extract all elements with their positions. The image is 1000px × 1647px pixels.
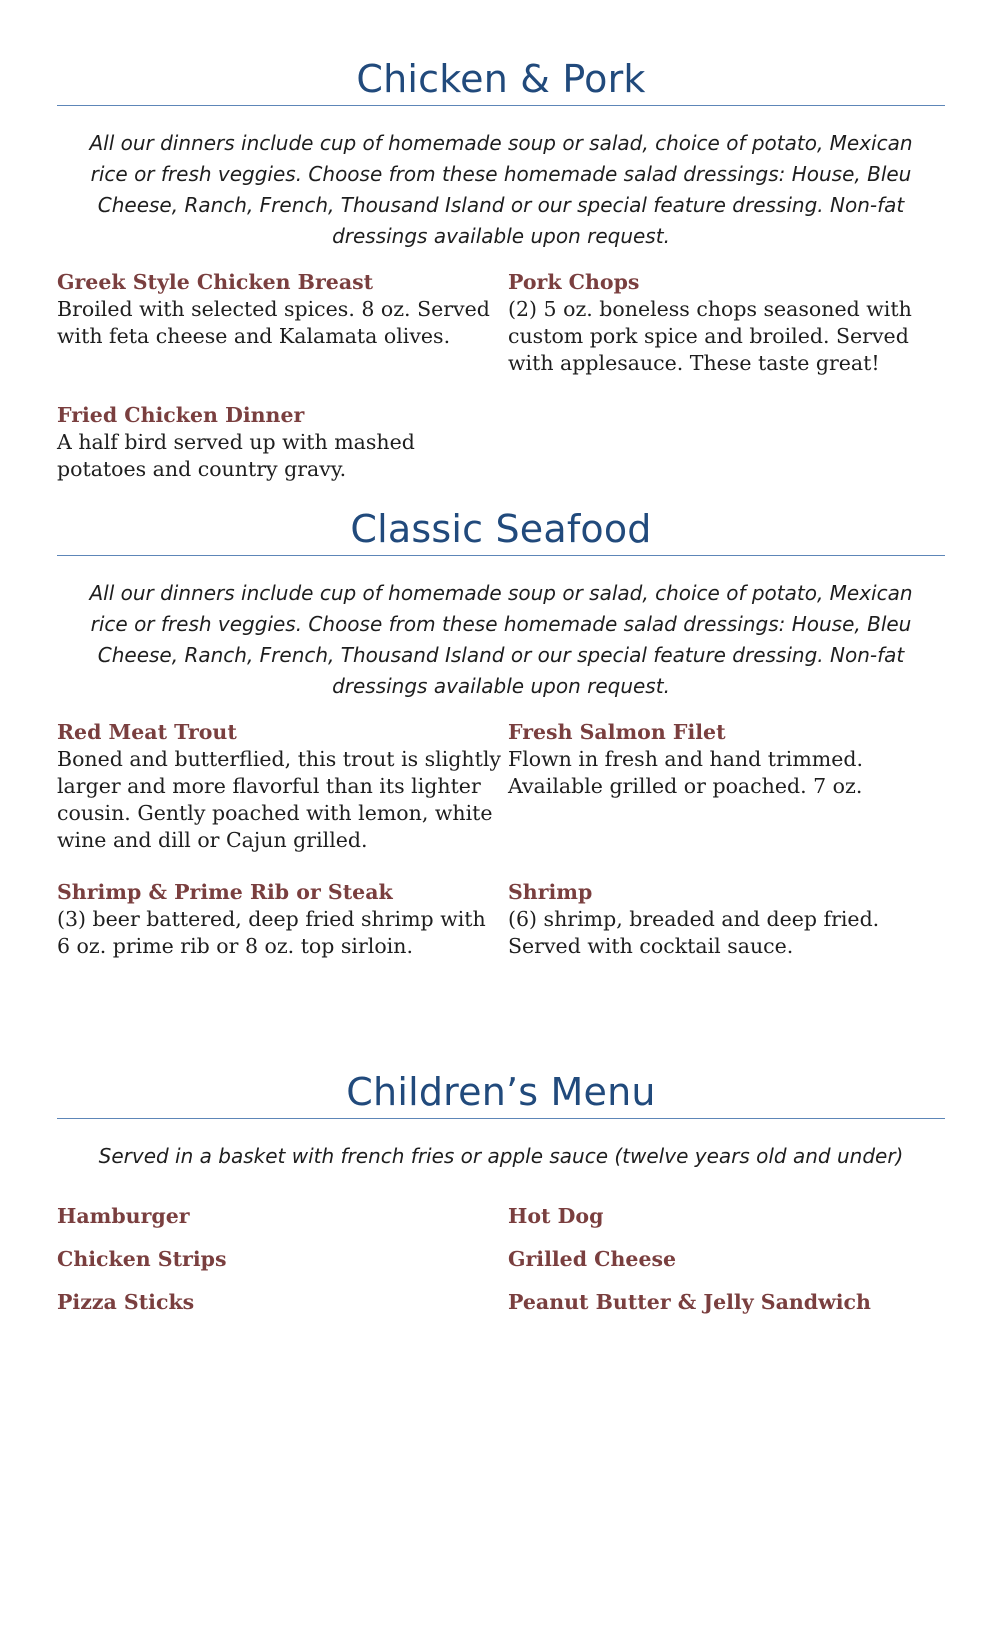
- divider: [57, 105, 945, 106]
- kids-item: Pizza Sticks: [57, 1290, 195, 1314]
- kids-item: Hot Dog: [508, 1204, 604, 1228]
- kids-item: Grilled Cheese: [508, 1247, 677, 1271]
- item-name: Red Meat Trout: [57, 720, 237, 744]
- item-name: Shrimp & Prime Rib or Steak: [57, 880, 393, 904]
- section-children: [57, 1068, 945, 1316]
- section-title: Classic Seafood: [350, 507, 652, 551]
- item-name: Greek Style Chicken Breast: [57, 270, 374, 294]
- menu-item: [508, 268, 945, 377]
- section-title: Children’s Menu: [346, 1070, 656, 1114]
- item-description: Flown in fresh and hand trimmed. Available grilled or poached. 7 oz.: [508, 747, 863, 798]
- kids-item: Chicken Strips: [57, 1247, 227, 1271]
- divider: [57, 555, 945, 556]
- item-name: Pork Chops: [508, 270, 640, 294]
- section-intro: All our dinners include cup of homemade soup or salad, choice of potato, Mexican rice or fresh veggies. Choose from these homemade salad dressings: House, Bleu Cheese, Ranch, French, Thousand Island or our special feature dressing. Non-fat dressings available upon request.: [89, 131, 913, 248]
- section-chicken-pork: [57, 55, 945, 507]
- item-description: Boned and butterflied, this trout is slightly larger and more flavorful than its lighter cousin. Gently poached with lemon, white wine and dill or Cajun grilled.: [57, 747, 501, 852]
- item-name: Fresh Salmon Filet: [508, 720, 726, 744]
- menu-item: [57, 878, 508, 960]
- menu-item: [57, 718, 508, 854]
- section-intro: Served in a basket with french fries or apple sauce (twelve years old and under): [98, 1144, 904, 1168]
- item-description: A half bird served up with mashed potatoes and country gravy.: [57, 430, 415, 481]
- menu-item: [57, 268, 508, 377]
- section-seafood: [57, 505, 945, 984]
- section-intro: All our dinners include cup of homemade soup or salad, choice of potato, Mexican rice or fresh veggies. Choose from these homemade salad dressings: House, Bleu Cheese, Ranch, French, Thousand Island or our special feature dressing. Non-fat dressings available upon request.: [89, 581, 913, 698]
- item-description: (2) 5 oz. boneless chops seasoned with custom pork spice and broiled. Served with applesauce. These taste great!: [508, 297, 912, 375]
- item-description: (6) shrimp, breaded and deep fried. Served with cocktail sauce.: [508, 907, 880, 958]
- menu-item: [508, 718, 945, 854]
- section-title: Chicken & Pork: [356, 57, 646, 101]
- kids-items: [57, 1202, 945, 1316]
- item-description: (3) beer battered, deep fried shrimp with 6 oz. prime rib or 8 oz. top sirloin.: [57, 907, 486, 958]
- kids-item: Peanut Butter & Jelly Sandwich: [508, 1290, 871, 1314]
- divider: [57, 1118, 945, 1119]
- item-name: Shrimp: [508, 880, 593, 904]
- menu-item: [57, 401, 508, 483]
- menu-item: [508, 878, 945, 960]
- kids-item: Hamburger: [57, 1204, 190, 1228]
- item-description: Broiled with selected spices. 8 oz. Served with feta cheese and Kalamata olives.: [57, 297, 490, 348]
- item-name: Fried Chicken Dinner: [57, 403, 305, 427]
- menu-items: [57, 718, 945, 984]
- menu-items: [57, 268, 945, 507]
